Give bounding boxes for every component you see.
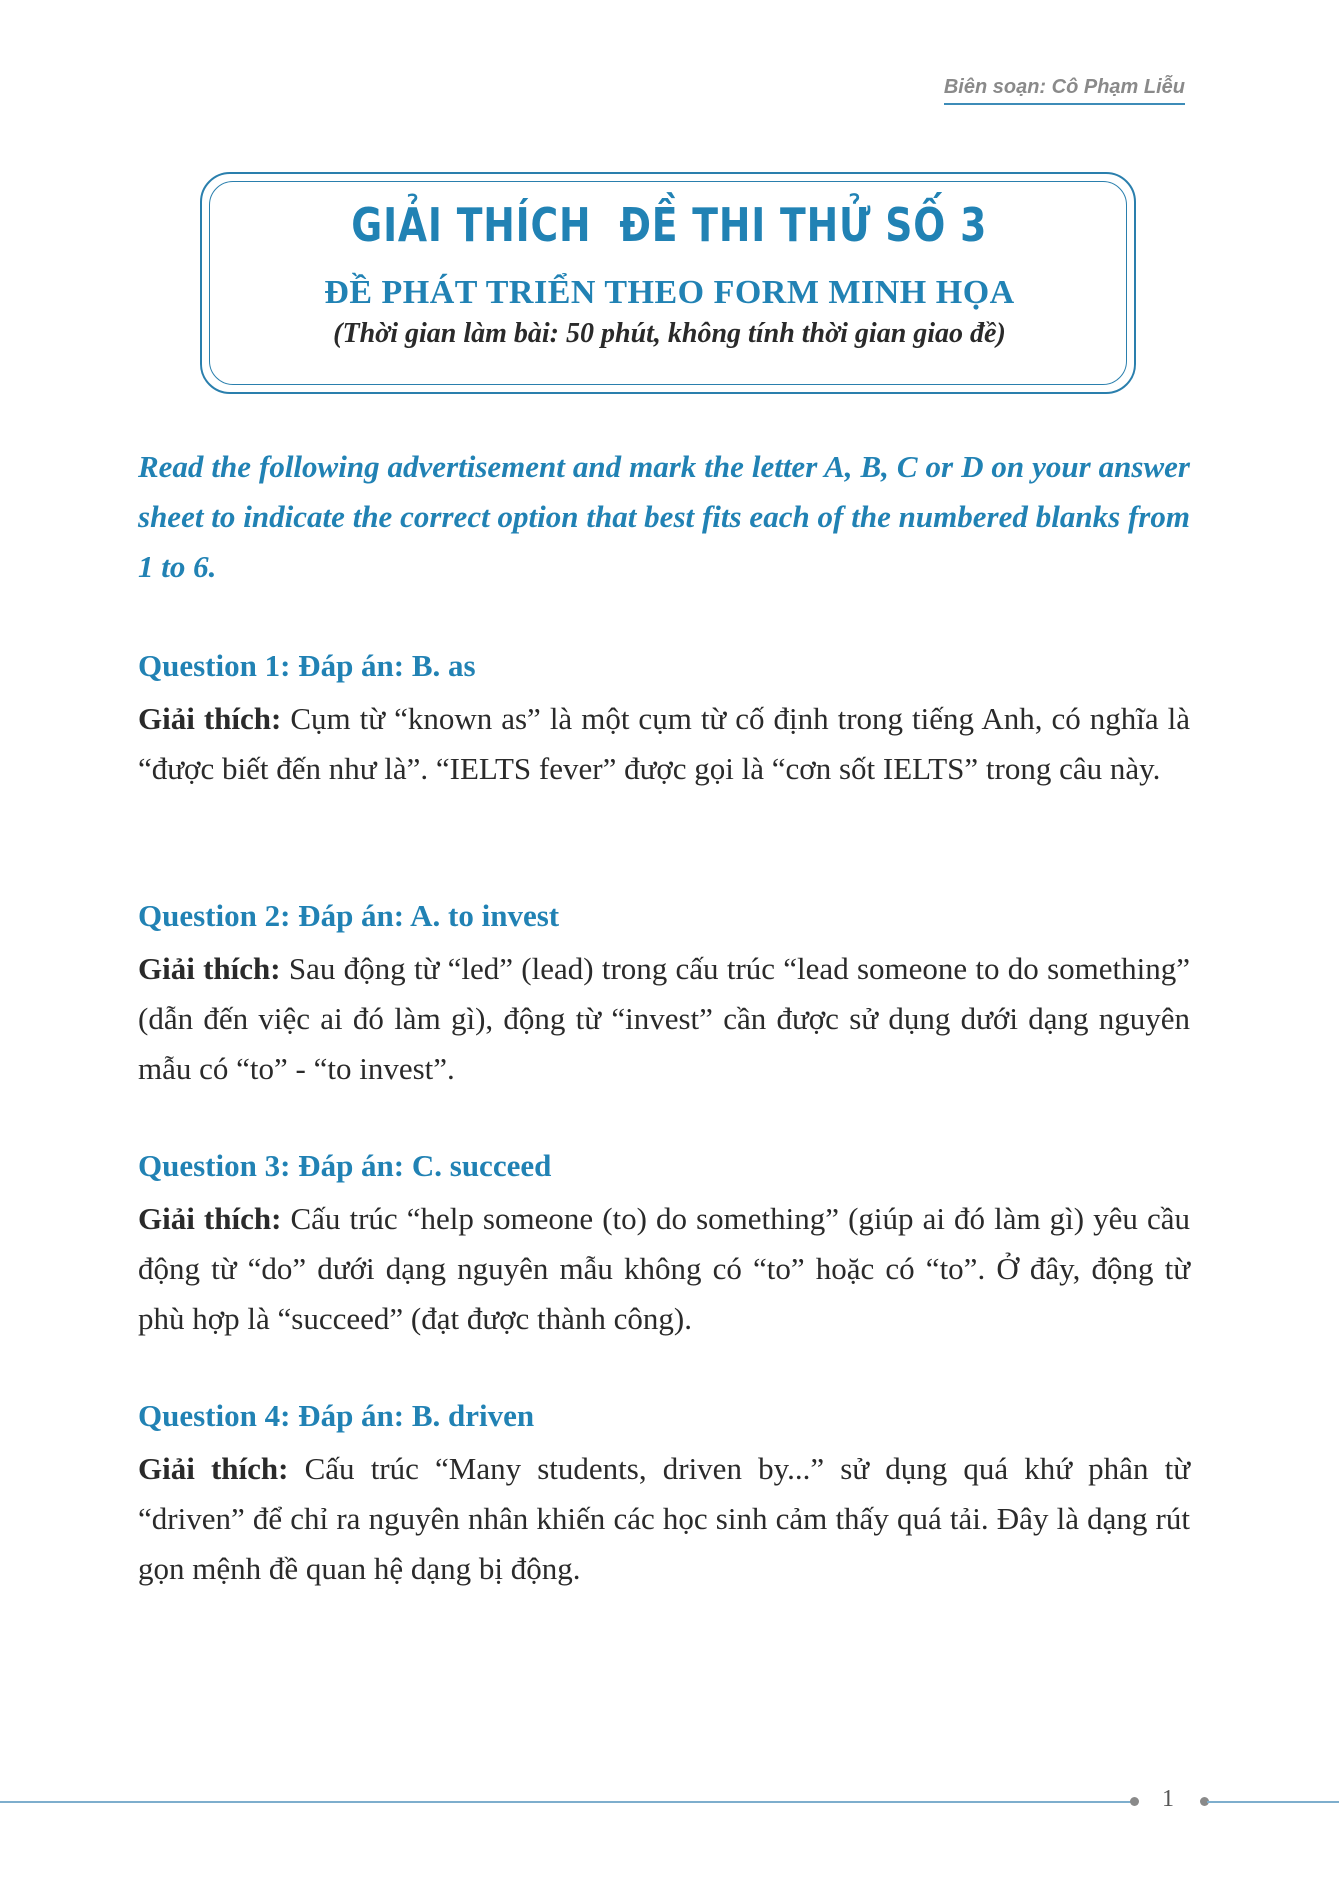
question-3-explanation	[138, 1194, 1190, 1344]
explanation-text: Cấu trúc “help someone (to) do something” (giúp ai đó làm gì) yêu cầu động từ “do” dưới dạng nguyên mẫu không có “to” hoặc có “to”. Ở đây, động từ phù hợp là “succeed” (đạt được thành công).	[138, 1201, 1190, 1336]
explanation-text: Cụm từ “known as” là một cụm từ cố định trong tiếng Anh, có nghĩa là “được biết đến như là”. “IELTS fever” được gọi là “cơn sốt IELTS” trong câu này.	[138, 701, 1191, 786]
footer-rule-left	[0, 1801, 1132, 1803]
page-title: GIẢI THÍCH ĐỀ THI THỬ SỐ 3	[351, 198, 988, 252]
author-credit: Biên soạn: Cô Phạm Liễu	[944, 76, 1185, 105]
question-2-explanation	[138, 944, 1190, 1094]
explanation-label: Giải thích:	[138, 1201, 282, 1236]
explanation-label: Giải thích:	[138, 951, 281, 986]
question-4-heading: Question 4: Đáp án: B. driven	[138, 1398, 535, 1433]
question-4-explanation	[138, 1444, 1190, 1594]
page-number: 1	[1162, 1786, 1174, 1812]
question-1-explanation	[138, 694, 1190, 794]
footer-rule-right	[1207, 1801, 1339, 1803]
explanation-text: Cấu trúc “Many students, driven by...” sử dụng quá khứ phân từ “driven” để chỉ ra nguyên nhân khiến các học sinh cảm thấy quá tải. Đây là dạng rút gọn mệnh đề quan hệ dạng bị động.	[138, 1451, 1190, 1586]
footer-dot-left	[1130, 1797, 1139, 1806]
instruction-text: Read the following advertisement and mark the letter A, B, C or D on your answer sheet to indicate the correct option that best fits each of the numbered blanks from 1 to 6.	[138, 449, 1190, 584]
question-3-heading: Question 3: Đáp án: C. succeed	[138, 1148, 552, 1183]
time-note: (Thời gian làm bài: 50 phút, không tính thời gian giao đề)	[333, 318, 1006, 349]
page-subtitle: ĐỀ PHÁT TRIỂN THEO FORM MINH HỌA	[324, 274, 1015, 311]
explanation-text: Sau động từ “led” (lead) trong cấu trúc “lead someone to do something” (dẫn đến việc ai đó làm gì), động từ “invest” cần được sử dụng dưới dạng nguyên mẫu có “to” - “to invest”.	[138, 951, 1191, 1086]
explanation-label: Giải thích:	[138, 701, 282, 736]
explanation-label: Giải thích:	[138, 1451, 289, 1486]
question-2-heading: Question 2: Đáp án: A. to invest	[138, 898, 560, 933]
question-1-heading: Question 1: Đáp án: B. as	[138, 648, 476, 683]
